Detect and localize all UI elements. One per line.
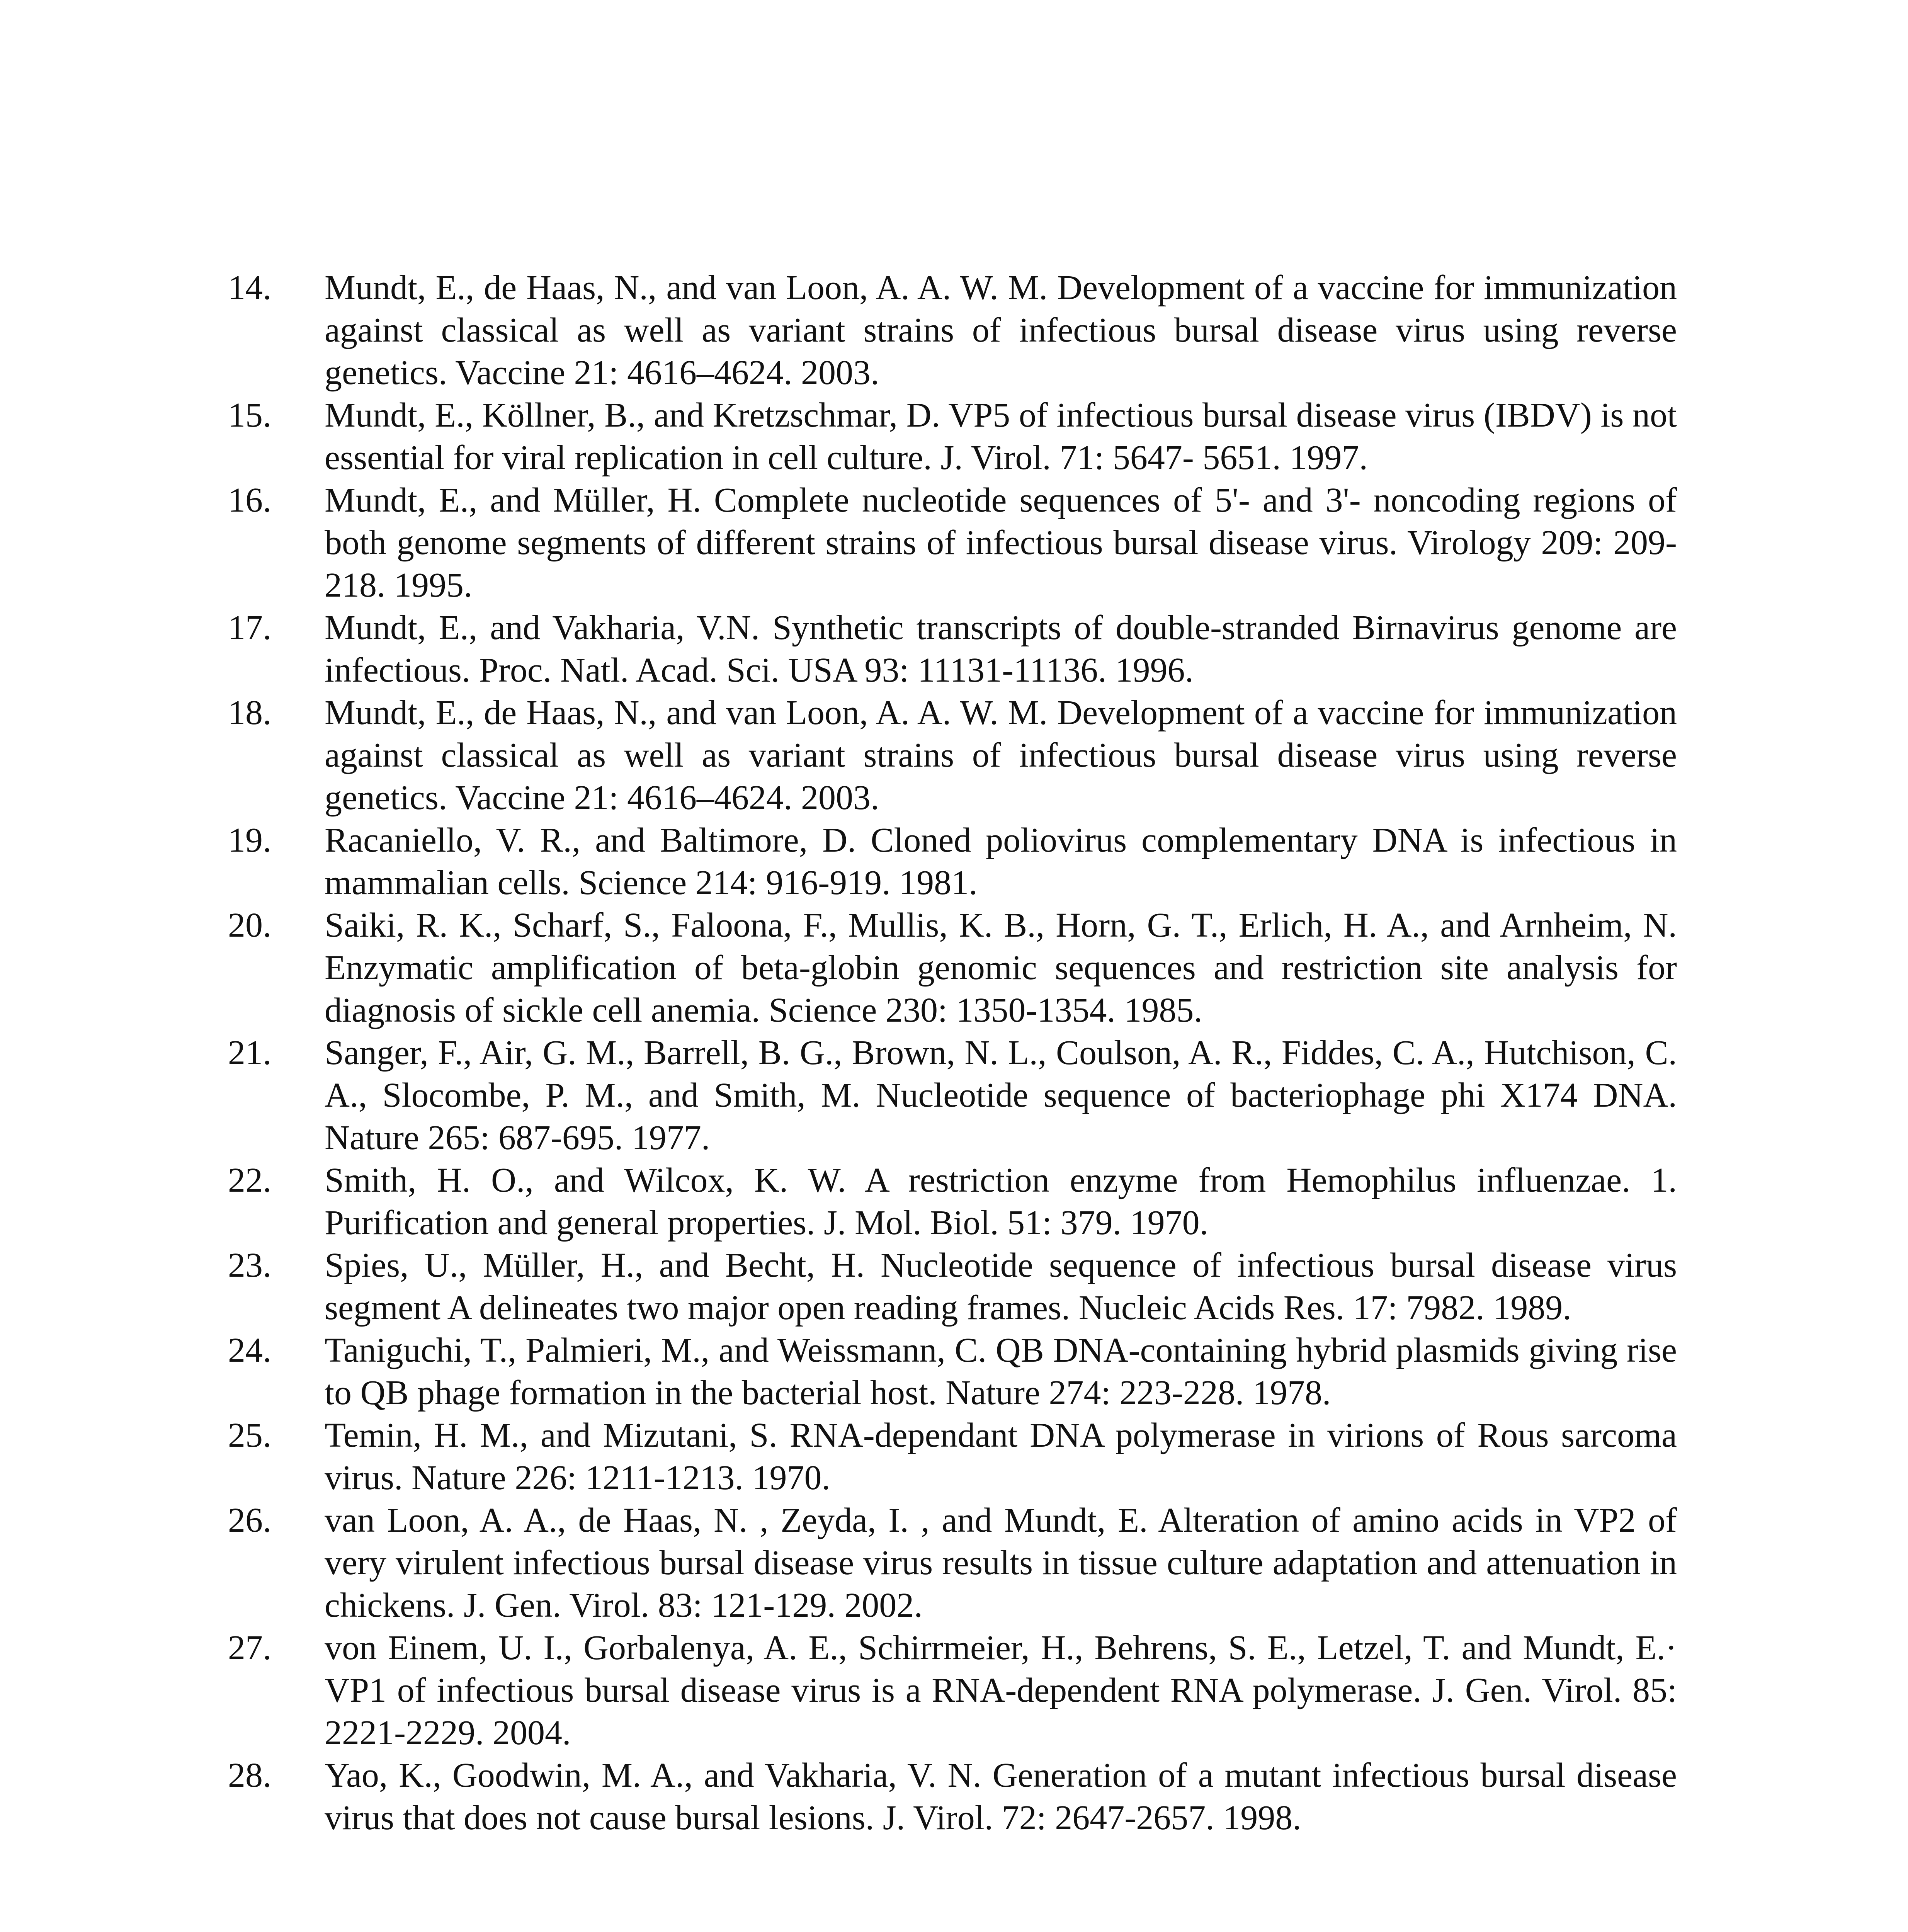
reference-number: 17.: [228, 609, 272, 647]
reference-text: Yao, K., Goodwin, M. A., and Vakharia, V. N. Generation of a mutant infectious bursal disease virus that does not cause bursal lesions. J. Virol. 72: 2647-2657. 1998.: [325, 1756, 1677, 1837]
reference-text: Mundt, E., and Vakharia, V.N. Synthetic transcripts of double-stranded Birnavirus genome are infectious. Proc. Natl. Acad. Sci. USA 93: 11131-11136. 1996.: [325, 609, 1677, 689]
reference-item: [228, 819, 1677, 904]
reference-number: 15.: [228, 396, 272, 434]
reference-text: Taniguchi, T., Palmieri, M., and Weissmann, C. QB DNA-containing hybrid plasmids giving rise to QB phage formation in the bacterial host. Nature 274: 223-228. 1978.: [325, 1331, 1677, 1412]
reference-item: [228, 1627, 1677, 1754]
reference-list: [228, 267, 1677, 1839]
reference-text: Mundt, E., and Müller, H. Complete nucleotide sequences of 5'- and 3'- noncoding regions of both genome segments of different strains of infectious bursal disease virus. Virology 209: 209-218. 1995.: [325, 481, 1677, 604]
reference-number: 21.: [228, 1034, 272, 1072]
reference-number: 23.: [228, 1246, 272, 1284]
reference-item: [228, 1244, 1677, 1329]
reference-text: Racaniello, V. R., and Baltimore, D. Cloned poliovirus complementary DNA is infectious in mammalian cells. Science 214: 916-919. 1981.: [325, 821, 1677, 902]
reference-text: van Loon, A. A., de Haas, N. , Zeyda, I. , and Mundt, E. Alteration of amino acids in VP2 of very virulent infectious bursal disease virus results in tissue culture adaptation and attenuation in chickens. J. Gen. Virol. 83: 121-129. 2002.: [325, 1501, 1677, 1624]
reference-item: [228, 692, 1677, 819]
reference-item: [228, 1329, 1677, 1414]
reference-text: Spies, U., Müller, H., and Becht, H. Nucleotide sequence of infectious bursal disease virus segment A delineates two major open reading frames. Nucleic Acids Res. 17: 7982. 1989.: [325, 1246, 1677, 1327]
reference-number: 20.: [228, 906, 272, 944]
reference-item: [228, 1499, 1677, 1627]
reference-number: 27.: [228, 1629, 272, 1667]
reference-text: Saiki, R. K., Scharf, S., Faloona, F., Mullis, K. B., Horn, G. T., Erlich, H. A., and Arnheim, N. Enzymatic amplification of beta-globin genomic sequences and restriction site analysis for diagnosis of sickle cell anemia. Science 230: 1350-1354. 1985.: [325, 906, 1677, 1029]
reference-item: [228, 267, 1677, 394]
reference-number: 18.: [228, 694, 272, 732]
reference-item: [228, 1754, 1677, 1839]
reference-item: [228, 1032, 1677, 1159]
reference-text: Mundt, E., de Haas, N., and van Loon, A. A. W. M. Development of a vaccine for immunization against classical as well as variant strains of infectious bursal disease virus using reverse genetics. Vaccine 21: 4616–4624. 2003.: [325, 694, 1677, 817]
reference-item: [228, 607, 1677, 692]
reference-number: 16.: [228, 481, 272, 519]
reference-item: [228, 1414, 1677, 1499]
reference-text: Mundt, E., de Haas, N., and van Loon, A. A. W. M. Development of a vaccine for immunization against classical as well as variant strains of infectious bursal disease virus using reverse genetics. Vaccine 21: 4616–4624. 2003.: [325, 269, 1677, 392]
reference-text: Smith, H. O., and Wilcox, K. W. A restriction enzyme from Hemophilus influenzae. 1. Purification and general properties. J. Mol. Biol. 51: 379. 1970.: [325, 1161, 1677, 1242]
reference-number: 26.: [228, 1501, 272, 1539]
reference-text: Mundt, E., Köllner, B., and Kretzschmar, D. VP5 of infectious bursal disease virus (IBDV) is not essential for viral replication in cell culture. J. Virol. 71: 5647- 5651. 1997.: [325, 396, 1677, 477]
reference-item: [228, 904, 1677, 1032]
reference-number: 19.: [228, 821, 272, 859]
reference-text: von Einem, U. I., Gorbalenya, A. E., Schirrmeier, H., Behrens, S. E., Letzel, T. and Mundt, E.· VP1 of infectious bursal disease virus is a RNA-dependent RNA polymerase. J. Gen. Virol. 85: 2221-2229. 2004.: [325, 1629, 1677, 1752]
reference-number: 22.: [228, 1161, 272, 1199]
reference-number: 14.: [228, 269, 272, 307]
reference-number: 25.: [228, 1416, 272, 1454]
reference-item: [228, 1159, 1677, 1244]
reference-number: 24.: [228, 1331, 272, 1369]
reference-text: Sanger, F., Air, G. M., Barrell, B. G., Brown, N. L., Coulson, A. R., Fiddes, C. A., Hutchison, C. A., Slocombe, P. M., and Smith, M. Nucleotide sequence of bacteriophage phi X174 DNA. Nature 265: 687-695. 1977.: [325, 1034, 1677, 1157]
reference-text: Temin, H. M., and Mizutani, S. RNA-dependant DNA polymerase in virions of Rous sarcoma virus. Nature 226: 1211-1213. 1970.: [325, 1416, 1677, 1497]
reference-item: [228, 394, 1677, 479]
reference-item: [228, 479, 1677, 607]
reference-number: 28.: [228, 1756, 272, 1794]
